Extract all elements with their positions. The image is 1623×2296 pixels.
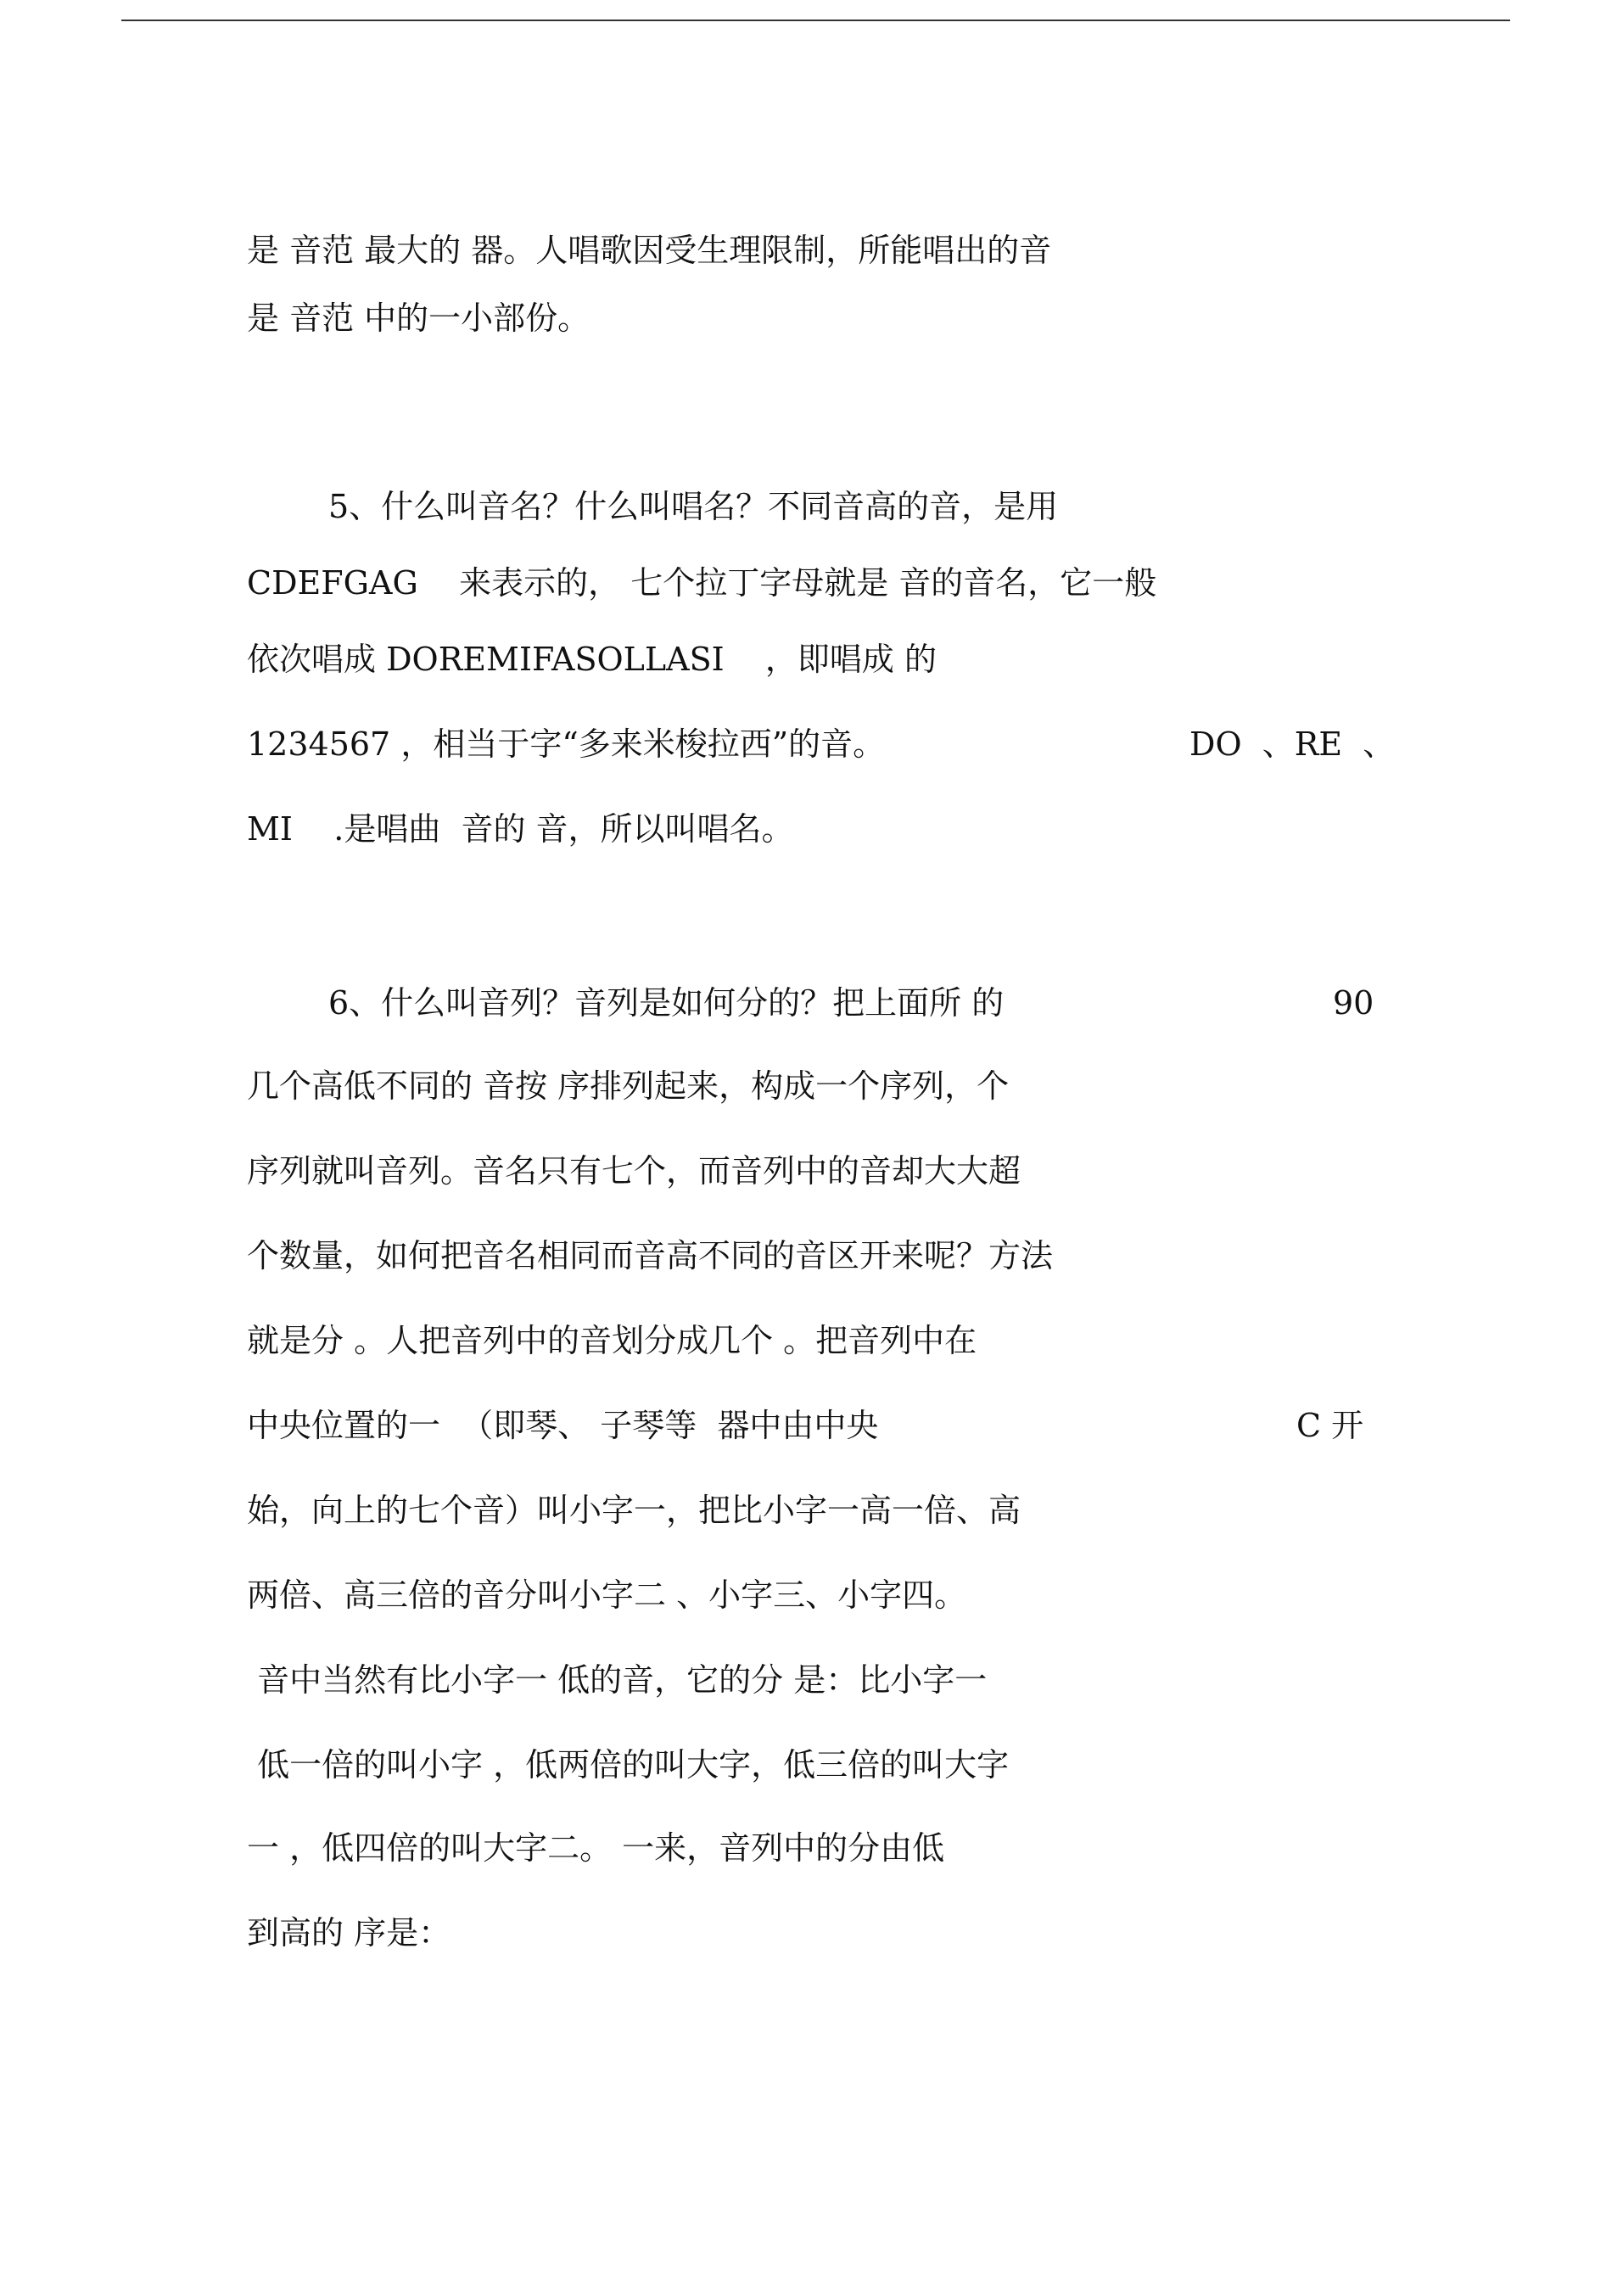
para6-line-6-right: C 开 <box>1296 1407 1364 1444</box>
para5-line-4: 1234567 ，相当于字“多来米梭拉西”的音。 <box>247 725 886 763</box>
para6-line-8: 两倍、高三倍的音分叫小字二 、小字三、小字四。 <box>247 1576 967 1614</box>
para6-line-12: 到高的 序是： <box>247 1914 451 1952</box>
para6-line-7: 始，向上的七个音）叫小字一，把比小字一高一倍、高 <box>247 1492 1021 1529</box>
intro-line-1: 是 音范 最大的 器。人唱歌因受生理限制，所能唱出的音 <box>247 232 1052 269</box>
para6-line-11: 一 ，低四倍的叫大字二。 一来，音列中的分由低 <box>247 1829 945 1867</box>
header-rule <box>121 20 1510 21</box>
para6-line-9: 音中当然有比小字一 低的音，它的分 是：比小字一 <box>247 1661 988 1699</box>
para6-line-4: 个数量，如何把音名相同而音高不同的音区开来呢？方法 <box>247 1237 1054 1274</box>
para6-line-6: 中央位置的一 （即琴、 子琴等 器中由中央 <box>247 1407 879 1444</box>
para5-line-1: 5、什么叫音名？什么叫唱名？不同音高的音，是用 <box>328 488 1059 525</box>
para6-line-2: 几个高低不同的 音按 序排列起来，构成一个序列，个 <box>247 1067 1010 1105</box>
para6-line-5: 就是分 。人把音列中的音划分成几个 。把音列中在 <box>247 1322 977 1359</box>
para6-line-1-right: 90 <box>1333 984 1374 1022</box>
intro-line-2: 是 音范 中的一小部份。 <box>247 300 590 337</box>
para6-line-1: 6、什么叫音列？音列是如何分的？把上面所 的 <box>328 984 1005 1022</box>
para6-line-3: 序列就叫音列。音名只有七个，而音列中的音却大大超 <box>247 1152 1021 1190</box>
para5-line-2: CDEFGAG 来表示的， 七个拉丁字母就是 音的音名，它一般 <box>247 564 1157 602</box>
para5-line-5: MI .是唱曲 音的 音，所以叫唱名。 <box>247 810 794 848</box>
para5-line-4-right: DO 、RE 、 <box>1189 725 1396 763</box>
para6-line-10: 低一倍的叫小字 ，低两倍的叫大字，低三倍的叫大字 <box>247 1746 1010 1784</box>
para5-line-3: 依次唱成 DOREMIFASOLLASI ，即唱成 的 <box>247 641 937 678</box>
